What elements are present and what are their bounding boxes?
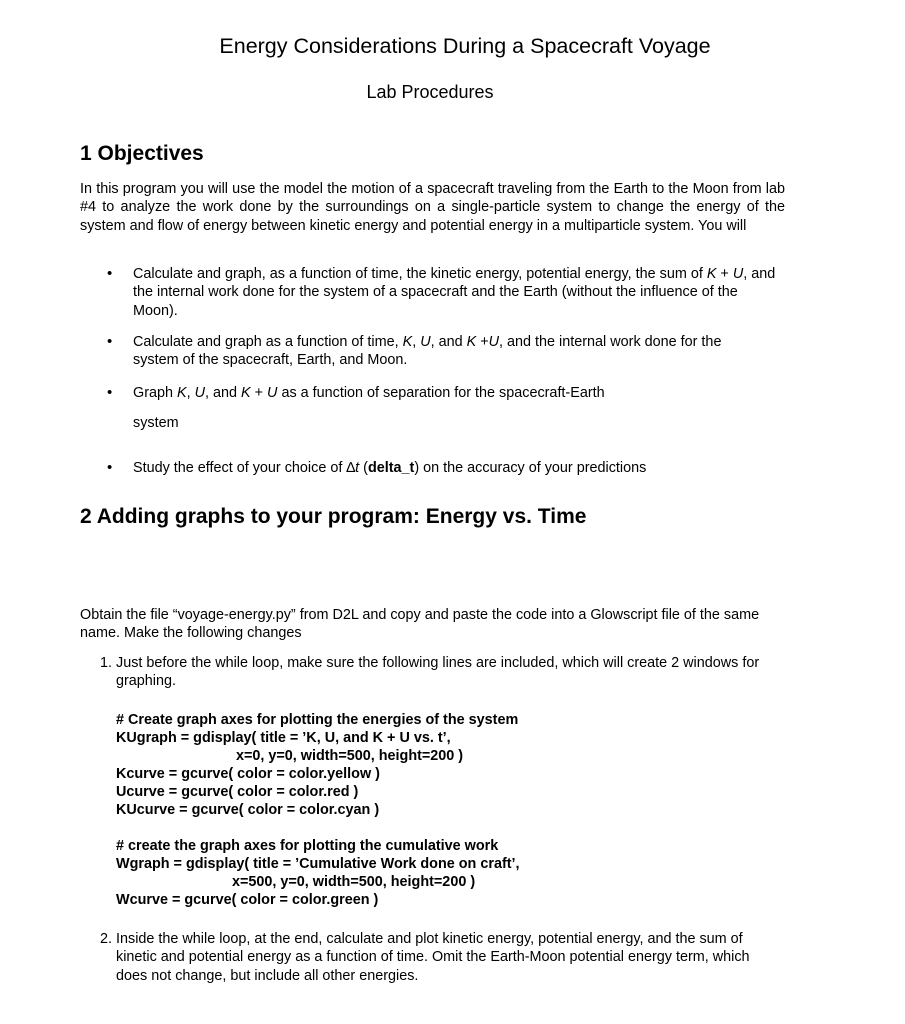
document-subtitle: Lab Procedures	[366, 82, 494, 102]
objective-item: Calculate and graph as a function of time, K, U, and K +U, and the internal work done for the system of the spacecraft, Earth, and Moon.	[133, 334, 722, 369]
objectives-intro: In this program you will use the model the motion of a spacecraft traveling from the Earth to the Moon from lab #4 to analyze the work done by the surroundings on a single-particle system to change the energy of the system and flow of energy between kinetic energy and potential energy in a multiparticle system. You will	[80, 181, 785, 234]
code-line: Wgraph = gdisplay( title = ’Cumulative Work done on craft’,	[116, 856, 520, 872]
bullet-marker: •	[107, 384, 113, 401]
code-line: Wcurve = gcurve( color = color.green )	[116, 892, 379, 908]
bullet-marker: •	[107, 265, 113, 282]
section-heading-objectives: 1 Objectives	[80, 142, 204, 165]
code-line: x=500, y=0, width=500, height=200 )	[116, 874, 476, 890]
code-line: # Create graph axes for plotting the energies of the system	[116, 712, 519, 728]
code-line: KUcurve = gcurve( color = color.cyan )	[116, 802, 380, 818]
bullet-marker: •	[107, 459, 113, 476]
bullet-marker: •	[107, 333, 113, 350]
code-line: x=0, y=0, width=500, height=200 )	[116, 748, 464, 764]
objective-item: Calculate and graph, as a function of time, the kinetic energy, potential energy, the sum of K + U, and the internal work done for the system of a spacecraft and the Earth (without the influence of the Moon).	[133, 266, 776, 319]
code-line: KUgraph = gdisplay( title = ’K, U, and K + U vs. t’,	[116, 730, 451, 746]
step-text: Just before the while loop, make sure the following lines are included, which will create 2 windows for graphing.	[116, 655, 760, 690]
objective-item-continuation: system	[133, 415, 179, 431]
code-line: Kcurve = gcurve( color = color.yellow )	[116, 766, 380, 782]
document-title: Energy Considerations During a Spacecraft Voyage	[219, 34, 711, 58]
code-line: Ucurve = gcurve( color = color.red )	[116, 784, 359, 800]
objective-item: Graph K, U, and K + U as a function of separation for the spacecraft-Earth	[133, 385, 605, 401]
section-heading-adding-graphs: 2 Adding graphs to your program: Energy vs. Time	[80, 505, 587, 528]
section2-intro: Obtain the file “voyage-energy.py” from D2L and copy and paste the code into a Glowscript file of the same name. Make the following changes	[80, 607, 760, 642]
step-text: Inside the while loop, at the end, calculate and plot kinetic energy, potential energy, and the sum of kinetic and potential energy as a function of time. Omit the Earth-Moon potential energy term, which does not change, but include all other energies.	[116, 931, 750, 984]
code-line: # create the graph axes for plotting the cumulative work	[116, 838, 499, 854]
step-number: 1.	[100, 655, 113, 671]
step-number: 2.	[100, 931, 113, 947]
objective-item: Study the effect of your choice of ∆t (delta_t) on the accuracy of your predictions	[133, 460, 647, 476]
